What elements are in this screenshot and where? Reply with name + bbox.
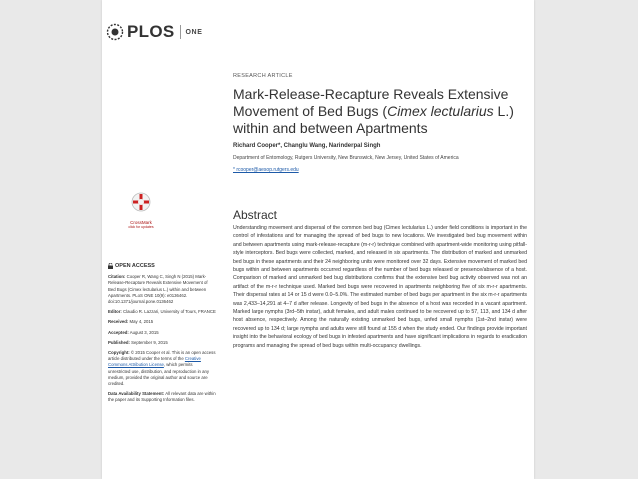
copyright-text-a: © 2015 Cooper et al. This is an open access article distributed under the terms of the bbox=[108, 350, 216, 362]
editor-text: Claudio R. Lazzari, University of Tours, FRANCE bbox=[121, 309, 216, 315]
received-date: May 4, 2015 bbox=[128, 319, 154, 325]
citation-label: Citation: bbox=[108, 274, 126, 280]
data-availability-text: All relevant data are within the paper and its Supporting Information files. bbox=[108, 391, 216, 403]
corresponding-email-link[interactable]: * rcooper@aesop.rutgers.edu bbox=[233, 167, 299, 173]
published-date: September 9, 2015 bbox=[129, 339, 168, 345]
crossmark-label: CrossMark bbox=[130, 220, 152, 225]
header-divider bbox=[180, 25, 181, 39]
accepted-label: Accepted: bbox=[108, 329, 129, 335]
received-label: Received: bbox=[108, 319, 129, 325]
published-label: Published: bbox=[108, 339, 130, 345]
title-part-1: Mark-Release-Recapture Reveals Extensive Movement of Bed Bugs ( bbox=[233, 86, 509, 119]
accepted-date: August 3, 2015 bbox=[128, 329, 159, 335]
abstract-heading: Abstract bbox=[233, 208, 278, 222]
published-block bbox=[108, 340, 216, 346]
copyright-label: Copyright: bbox=[108, 350, 130, 356]
paper-page bbox=[102, 0, 534, 479]
open-access-badge bbox=[108, 263, 216, 269]
license-link[interactable]: Creative Commons Attribution License bbox=[108, 356, 201, 368]
data-availability-label: Data Availability Statement: bbox=[108, 391, 165, 397]
received-block bbox=[108, 319, 216, 325]
journal-name: ONE bbox=[185, 28, 203, 36]
plos-logo-icon bbox=[106, 23, 124, 41]
citation-text: Cooper R, Wang C, Singh N (2015) Mark-Release-Recapture Reveals Extensive Movement of Bed Bugs (Cimex lectularius L.) within and between Apartments. PLoS ONE 10(9): e0136462. doi:10.1371/journal.pone.0136462 bbox=[108, 274, 208, 305]
citation-block bbox=[108, 274, 216, 305]
crossmark-badge[interactable] bbox=[128, 192, 154, 229]
editor-label: Editor: bbox=[108, 309, 122, 315]
copyright-block bbox=[108, 350, 216, 387]
editor-block bbox=[108, 309, 216, 315]
crossmark-icon bbox=[131, 192, 151, 214]
article-type: RESEARCH ARTICLE bbox=[233, 73, 293, 79]
open-access-label: OPEN ACCESS bbox=[115, 263, 155, 269]
open-lock-icon bbox=[108, 263, 113, 269]
title-part-2: L.) within and between Apartments bbox=[233, 103, 514, 136]
title-species: Cimex lectularius bbox=[387, 103, 494, 119]
affiliation: Department of Entomology, Rutgers University, New Brunswick, New Jersey, United States of America bbox=[233, 155, 459, 161]
accepted-block bbox=[108, 330, 216, 336]
article-info-sidebar bbox=[108, 263, 216, 408]
plos-logo-text: PLOS bbox=[127, 22, 175, 41]
abstract-text: Understanding movement and dispersal of the common bed bug (Cimex lectularius L.) under field conditions is important in the control of infestations and for managing the spread of bed bugs to new locations. We investigated bed bug movement within and between apartments using mark-release-recapture (m-r-r) technique combined with apartment-wide monitoring using pitfall-style interceptors. Bed bugs were collected, marked, and released in six apartments. The distribution of marked and unmarked bed bugs in these apartments and their 24 neighboring units were monitored over 32 days. Extensive movement of marked bed bugs within and between apartments occurred regardless of the number of bed bugs released or presence/absence of a host. Comparison of marked and unmarked bed bug distributions confirms that the extensive bed bug activity observed was not an artifact of the m-r-r technique used. Marked bed bugs were recovered in apartments neighboring five of six m-r-r apartments. Their dispersal rates at 14 or 15 d were 0.0–5.0%. The estimated number of bed bugs per apartment in the six m-r-r apartments was 2,433–14,291 at 4–7 d after release. Longevity of bed bugs in the absence of a host was recorded in a vacant apartment. Marked large nymphs (3rd–5th instar), adult females, and adult males continued to be recovered up to 57, 113, and 134 d after host absence, respectively. Among the naturally existing unmarked bed bugs, unfed small nymphs (1st–2nd instar) were recovered up to 134 d; large nymphs and adults were still found at 155 d when the study ended. Our findings provide important insight into the behavioral ecology of bed bugs in infested apartments and have significant implications in regards to eradication programs and managing the spread of bed bugs within multi-occupancy dwellings. bbox=[233, 225, 527, 349]
copyright-text-b: , which permits unrestricted use, distribution, and reproduction in any medium, provided the original author and source are credited. bbox=[108, 362, 210, 387]
data-availability-block bbox=[108, 391, 216, 403]
author-list: Richard Cooper*, Changlu Wang, Narinderpal Singh bbox=[233, 143, 381, 149]
crossmark-sublabel: click for updates bbox=[128, 225, 154, 229]
journal-header bbox=[106, 20, 202, 44]
article-title bbox=[233, 86, 529, 137]
